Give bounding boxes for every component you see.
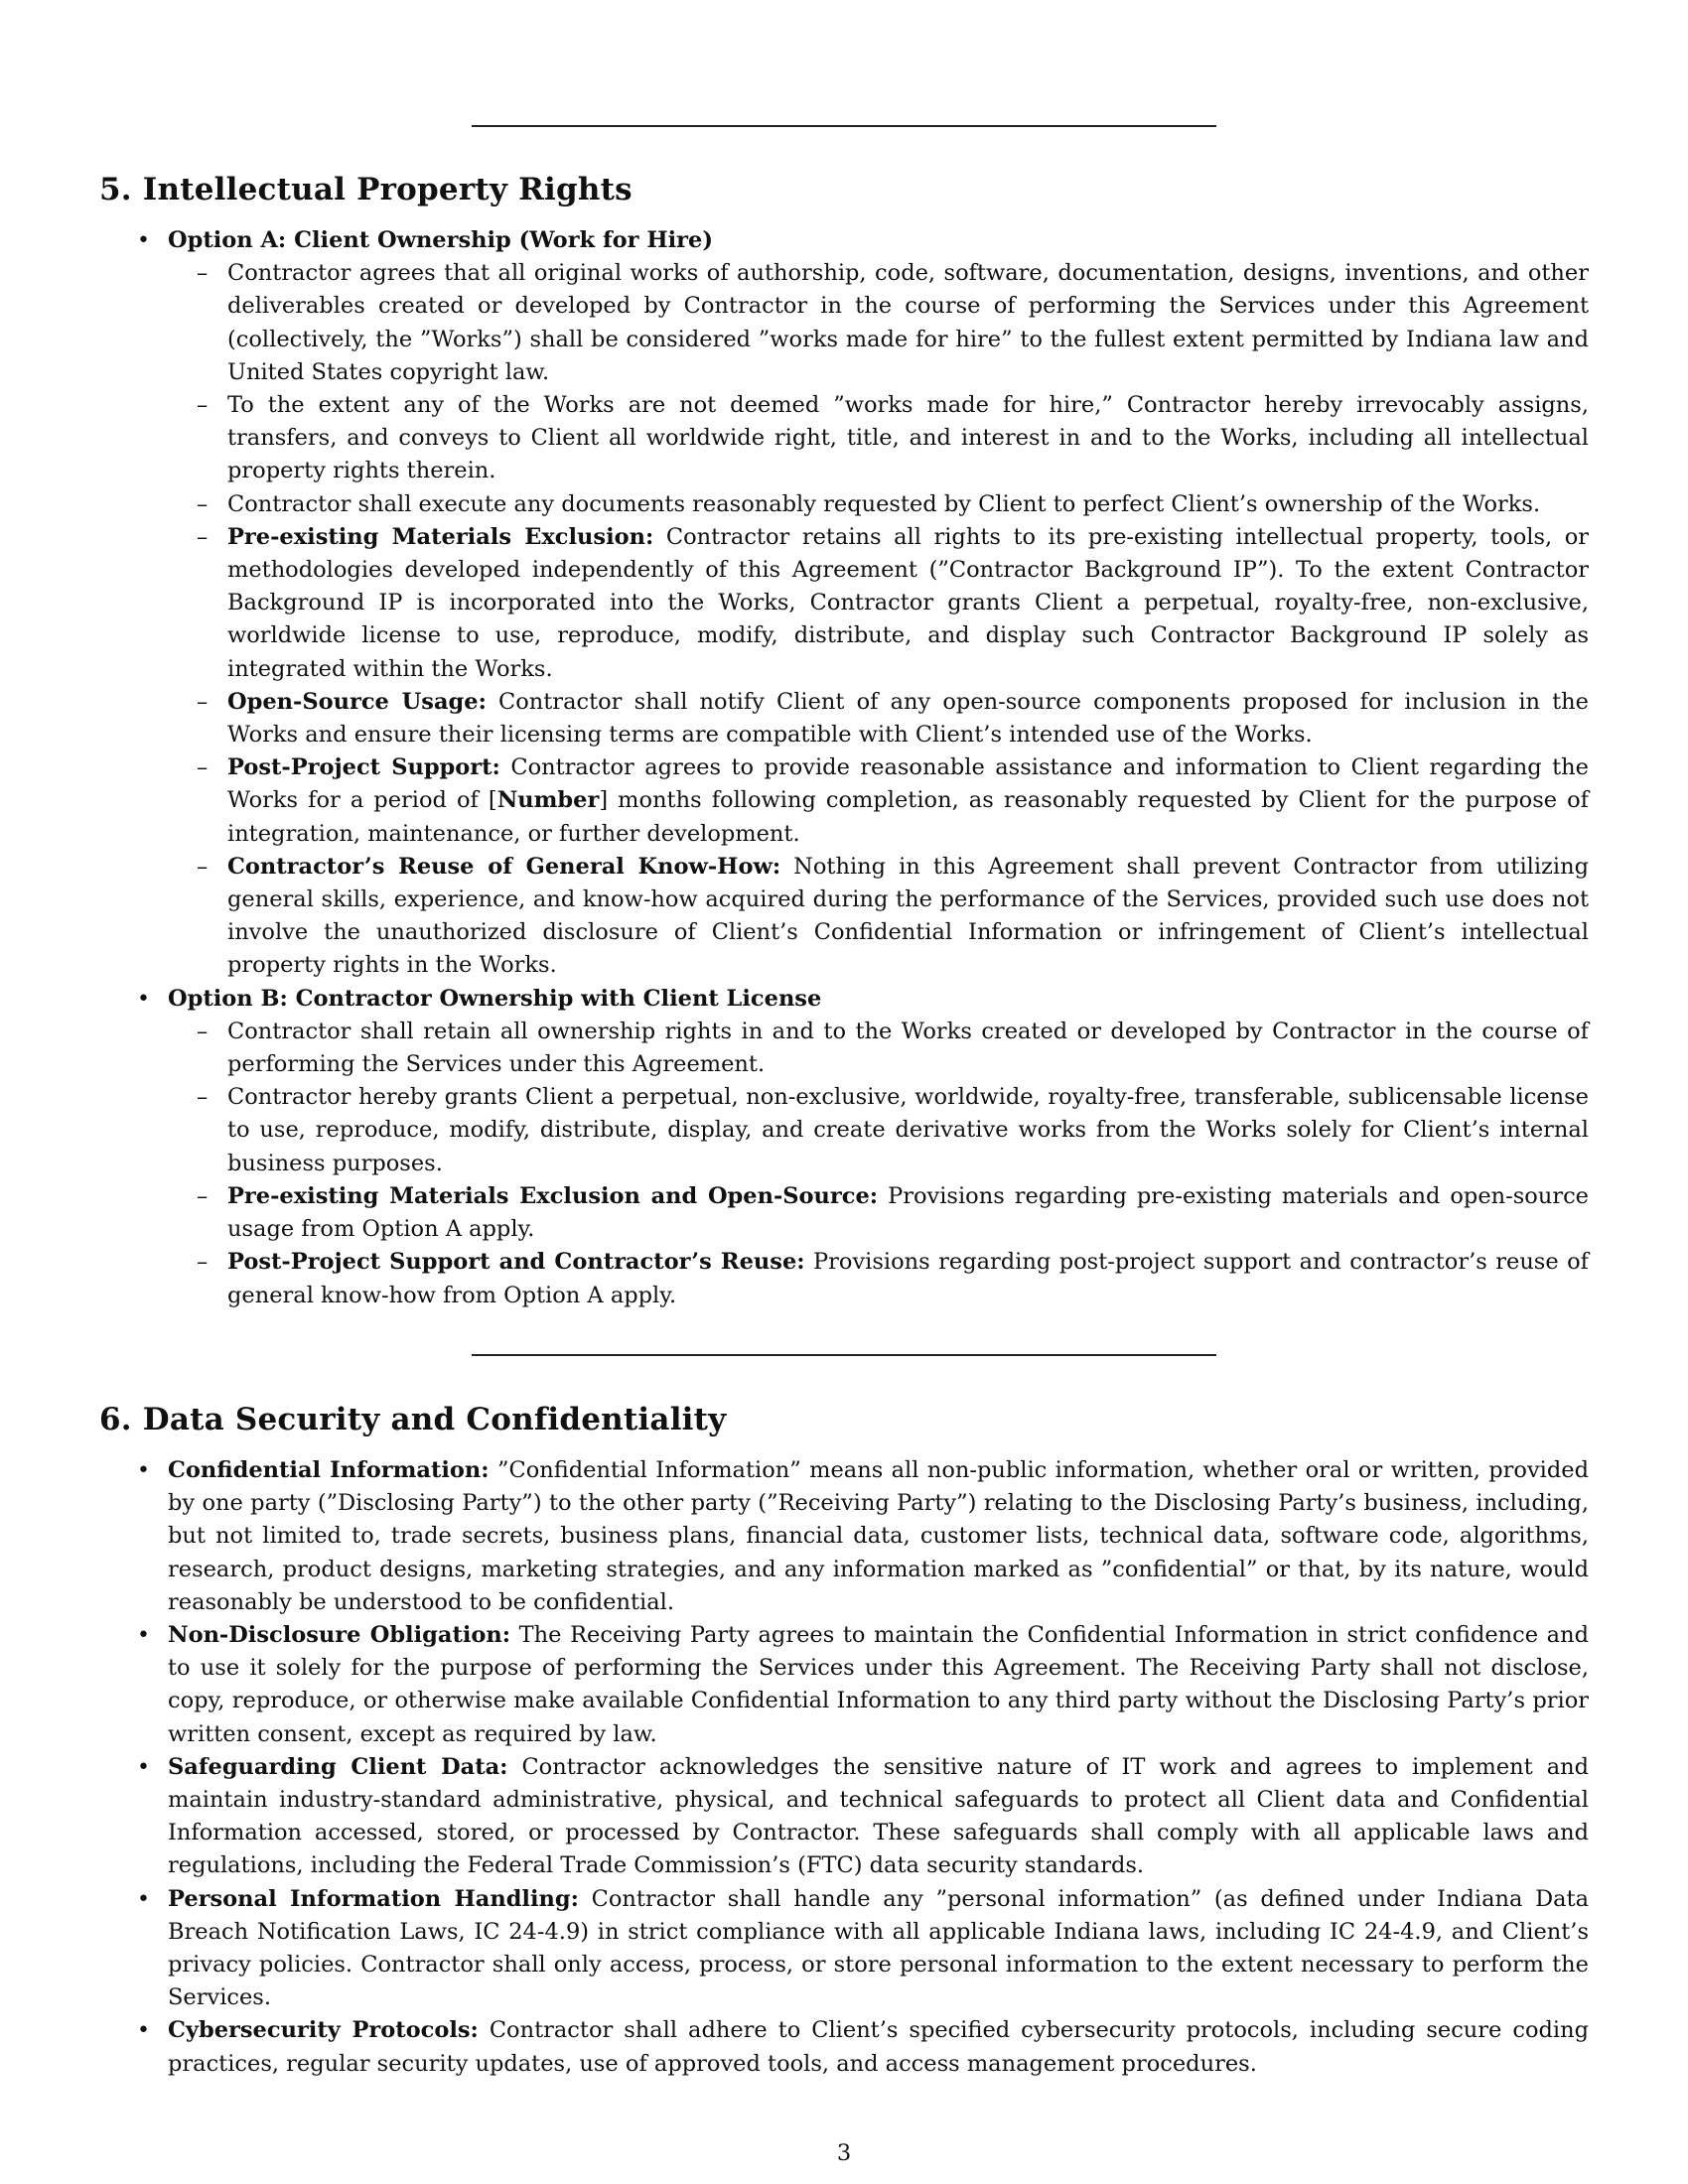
list-item bbox=[99, 1619, 1589, 1751]
option-b bbox=[99, 983, 1589, 1312]
number-placeholder: Number bbox=[496, 787, 600, 814]
section-body-intellectual-property bbox=[99, 224, 1589, 1312]
page-number: 3 bbox=[836, 2140, 852, 2166]
item-text: Nothing in this Agreement shall prevent Contractor from utilizing general skills, experience, and know-how acquired during the performance of the Services, provided such use does not involve the unauthorized disclosure of Client’s Confidential Information or infringement of Client’s intellectual property rights in the Works. bbox=[227, 853, 1589, 979]
item-lead: Non-Disclosure Obligation: bbox=[168, 1622, 511, 1649]
item-text: Provisions regarding post-project support and contractor’s reuse of general know-how from Option A apply. bbox=[227, 1249, 1589, 1308]
item-lead: Post-Project Support and Contractor’s Reuse: bbox=[227, 1249, 805, 1276]
list-item bbox=[168, 1246, 1589, 1311]
item-text: Contractor hereby grants Client a perpetual, non-exclusive, worldwide, royalty-free, transferable, sublicensable license to use, reproduce, modify, distribute, display, and create derivative works from the Works solely for Client’s internal business purposes. bbox=[227, 1084, 1589, 1176]
item-lead: Pre-existing Materials Exclusion and Open-Source: bbox=[227, 1182, 879, 1209]
item-text: Contractor agrees to provide reasonable assistance and information to Client regarding the Works for a period of [ bbox=[227, 754, 1589, 814]
item-text: Contractor shall execute any documents reasonably requested by Client to perfect Client’s ownership of the Works. bbox=[227, 490, 1541, 517]
list-item bbox=[168, 1081, 1589, 1180]
horizontal-rule bbox=[472, 125, 1216, 127]
option-a-title: • Option A: Client Ownership (Work for Hire) bbox=[168, 227, 713, 253]
item-lead: Post-Project Support: bbox=[227, 754, 500, 781]
option-a bbox=[99, 224, 1589, 983]
list-item bbox=[168, 1016, 1589, 1081]
list-item bbox=[99, 1454, 1589, 1619]
item-text: To the extent any of the Works are not deemed ”works made for hire,” Contractor hereby irrevocably assigns, transfers, and conveys to Client all worldwide right, title, and interest in and to the Works, including all intellectual property rights therein. bbox=[227, 392, 1589, 484]
item-text: Contractor retains all rights to its pre-existing intellectual property, tools, or methodologies developed independently of this Agreement (”Contractor Background IP”). To the extent Contractor Background IP is incorporated into the Works, Contractor grants Client a perpetual, royalty-free, non-exclusive, worldwide license to use, reproduce, modify, distribute, and display such Contractor Background IP solely as integrated within the Works. bbox=[227, 523, 1589, 682]
list-item bbox=[168, 488, 1589, 521]
item-text: Contractor shall notify Client of any open-source components proposed for inclusion in the Works and ensure their licensing terms are compatible with Client’s intended use of the Works. bbox=[227, 688, 1589, 749]
item-lead: Pre-existing Materials Exclusion: bbox=[227, 523, 654, 550]
item-lead: Contractor’s Reuse of General Know-How: bbox=[227, 853, 781, 880]
item-text: ] months following completion, as reasonably requested by Client for the purpose of integration, maintenance, or further development. bbox=[227, 787, 1589, 847]
list-item bbox=[168, 751, 1589, 851]
item-text: Provisions regarding pre-existing materials and open-source usage from Option A apply. bbox=[227, 1182, 1589, 1243]
list-item bbox=[99, 1883, 1589, 2015]
item-text: Contractor shall handle any ”personal information” (as defined under Indiana Data Breach Notification Laws, IC 24-4.9) in strict compliance with all applicable Indiana laws, including IC 24-4.9, and Client’s privacy policies. Contractor shall only access, process, or store personal information to the extent necessary to perform the Services. bbox=[168, 1885, 1589, 2011]
list-item bbox=[168, 686, 1589, 751]
item-text: Contractor shall retain all ownership rights in and to the Works created or developed by Contractor in the course of performing the Services under this Agreement. bbox=[227, 1018, 1589, 1078]
item-text: Contractor acknowledges the sensitive nature of IT work and agrees to implement and maintain industry-standard administrative, physical, and technical safeguards to protect all Client data and Confidential Information accessed, stored, or processed by Contractor. These safeguards shall comply with all applicable laws and regulations, including the Federal Trade Commission’s (FTC) data security standards. bbox=[168, 1753, 1590, 1879]
item-text: Contractor agrees that all original works of authorship, code, software, documentation, designs, inventions, and other deliverables created or developed by Contractor in the course of performing the Services under this Agreement (collectively, the ”Works”) shall be considered ”works made for hire” to the fullest extent permitted by Indiana law and United States copyright law. bbox=[227, 260, 1589, 385]
section-heading-intellectual-property: 5. Intellectual Property Rights bbox=[99, 172, 633, 207]
item-text: ”Confidential Information” means all non-public information, whether oral or written, provided by one party (”Disclosing Party”) to the other party (”Receiving Party”) relating to the Disclosing Party’s business, including, but not limited to, trade secrets, business plans, financial data, customer lists, technical data, software code, algorithms, research, product designs, marketing strategies, and any information marked as ”confidential” or that, by its nature, would reasonably be understood to be confidential. bbox=[168, 1457, 1589, 1615]
list-item bbox=[168, 851, 1589, 983]
item-lead: Safeguarding Client Data: bbox=[168, 1753, 508, 1780]
list-item bbox=[168, 1180, 1589, 1246]
item-text: Contractor shall adhere to Client’s specified cybersecurity protocols, including secure coding practices, regular security updates, use of approved tools, and access management procedures. bbox=[168, 2017, 1589, 2077]
list-item bbox=[168, 389, 1589, 488]
horizontal-rule bbox=[472, 1354, 1216, 1356]
item-text: The Receiving Party agrees to maintain the Confidential Information in strict confidence and to use it solely for the purpose of performing the Services under this Agreement. The Receiving Party shall not disclose, copy, reproduce, or otherwise make available Confidential Information to any third party without the Disclosing Party’s prior written consent, except as required by law. bbox=[168, 1622, 1589, 1747]
item-lead: Cybersecurity Protocols: bbox=[168, 2017, 479, 2044]
section-body-data-security bbox=[99, 1454, 1589, 2081]
list-item bbox=[99, 2014, 1589, 2080]
item-lead: Open-Source Usage: bbox=[227, 688, 487, 715]
list-item bbox=[99, 1751, 1589, 1883]
item-lead: Personal Information Handling: bbox=[168, 1885, 579, 1912]
list-item bbox=[168, 257, 1589, 389]
section-heading-data-security: 6. Data Security and Confidentiality bbox=[99, 1402, 727, 1437]
option-b-title: • Option B: Contractor Ownership with Client License bbox=[168, 985, 822, 1012]
item-lead: Confidential Information: bbox=[168, 1457, 490, 1483]
list-item bbox=[168, 521, 1589, 686]
